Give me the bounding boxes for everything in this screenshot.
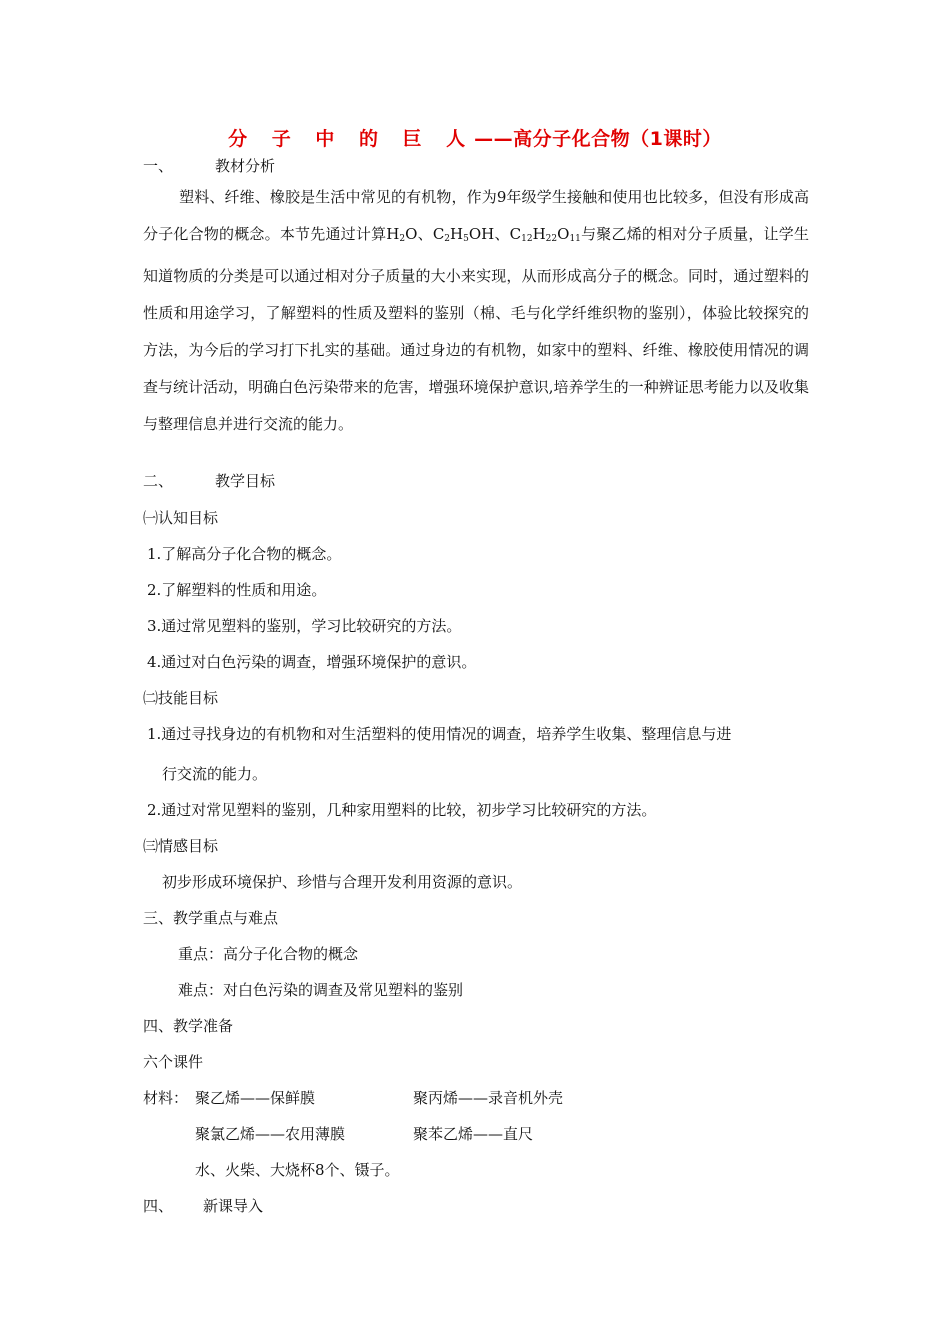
material-item: 聚苯乙烯——直尺 xyxy=(413,1125,534,1143)
materials-label: 材料： xyxy=(143,1089,189,1107)
courseware-text: 六个课件 xyxy=(143,1053,204,1071)
cognitive-goal-item: 3.通过常见塑料的鉴别，学习比较研究的方法。 xyxy=(147,617,462,635)
skill-goals-heading: ㈡技能目标 xyxy=(143,689,219,707)
emotion-goal-text: 初步形成环境保护、珍惜与合理开发利用资源的意识。 xyxy=(162,873,523,891)
section-2-heading: 二、 教学目标 xyxy=(143,472,276,490)
material-item: 聚氯乙烯——农用薄膜 xyxy=(195,1125,346,1143)
difficult-point: 难点：对白色污染的调查及常见塑料的鉴别 xyxy=(178,981,464,999)
material-item: 水、火柴、大烧杯8个、镊子。 xyxy=(195,1161,400,1179)
skill-goal-item-continuation: 行交流的能力。 xyxy=(162,765,268,783)
cognitive-goal-item: 4.通过对白色污染的调查，增强环境保护的意识。 xyxy=(147,653,477,671)
section-5-heading: 四、 新课导入 xyxy=(143,1197,264,1215)
material-item: 聚乙烯——保鲜膜 xyxy=(195,1089,316,1107)
cognitive-goals-heading: ㈠认知目标 xyxy=(143,509,219,527)
section-4-heading: 四、教学准备 xyxy=(143,1017,234,1035)
skill-goal-item: 1.通过寻找身边的有机物和对生活塑料的使用情况的调查，培养学生收集、整理信息与进 xyxy=(147,725,732,743)
section-1-heading: 一、 教材分析 xyxy=(143,157,276,175)
material-item: 聚丙烯——录音机外壳 xyxy=(413,1089,564,1107)
cognitive-goal-item: 2.了解塑料的性质和用途。 xyxy=(147,581,327,599)
title-part2: ——高分子化合物（1课时） xyxy=(474,128,722,150)
analysis-paragraph: 塑料、纤维、橡胶是生活中常见的有机物，作为9年级学生接触和使用也比较多，但没有形成高分子化合物的概念。本节先通过计算$H_2O$、$C_2H_5OH$、$C_{12}H_{22}O_{11}$与聚乙烯的相对分子质量，让学生知道物质的分类是可以通过相对分子质量的大小来实现，从而形成高分子的概念。同时，通过塑料的性质和用途学习，了解塑料的性质及塑料的鉴别（棉、毛与化学纤维织物的鉴别），体验比较探究的方法，为今后的学习打下扎实的基础。通过身边的有机物，如家中的塑料、纤维、橡胶使用情况的调查与统计活动，明确白色污染带来的危害，增强环境保护意识,培养学生的一种辨证思考能力以及收集与整理信息并进行交流的能力。 xyxy=(143,188,809,433)
key-point: 重点：高分子化合物的概念 xyxy=(178,945,359,963)
section-3-heading: 三、教学重点与难点 xyxy=(143,909,279,927)
title-part1: 分 子 中 的 巨 人 xyxy=(228,128,475,150)
skill-goal-item: 2.通过对常见塑料的鉴别，几种家用塑料的比较，初步学习比较研究的方法。 xyxy=(147,801,657,819)
document-title xyxy=(0,124,950,151)
emotion-goals-heading: ㈢情感目标 xyxy=(143,837,219,855)
cognitive-goal-item: 1.了解高分子化合物的概念。 xyxy=(147,545,342,563)
